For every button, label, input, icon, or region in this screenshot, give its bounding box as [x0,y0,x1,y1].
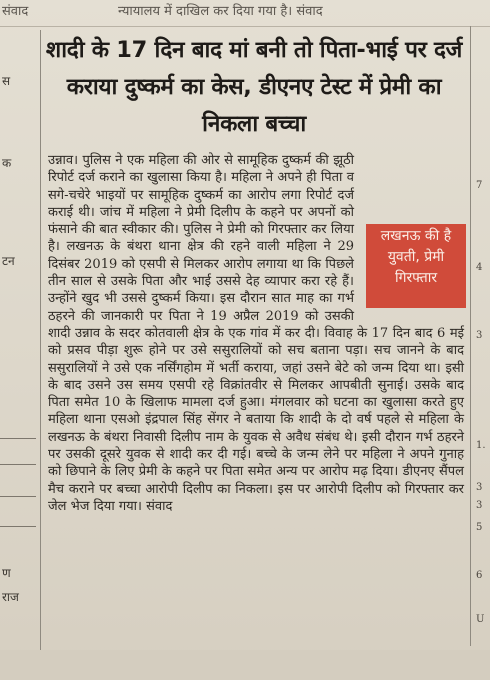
left-column-fragment: ण [2,566,11,580]
highlight-box [366,224,466,308]
right-column-fragment: 7 [476,180,483,191]
highlight-line: युवती, प्रेमी [387,249,445,265]
left-column-rule [0,438,36,439]
right-column-fragment: 1. [476,440,486,451]
column-divider-right [470,26,471,646]
right-column-fragment: 3 [476,500,483,511]
right-column-fragment: 6 [476,570,483,581]
left-column-rule [0,464,36,465]
left-column-rule [0,496,36,497]
left-column-fragment: टन [2,254,15,268]
article-body-text: उन्नाव। पुलिस ने एक महिला की ओर से सामूहिक दुष्कर्म की झूठी रिपोर्ट दर्ज कराने का खुलासा किया है। महिला ने अपने ही पिता व सगे-चचेरे भाइयों पर सामूहिक दुष्कर्म का आरोप लगा रिपोर्ट दर्ज कराई थी। जांच में महिला ने प्रेमी दिलीप के कहने पर अपनों को फंसाने की बात स्वीकार की। पुलिस ने प्रेमी को गिरफ्तार कर लिया है। लखनऊ के बंथरा थाना क्षेत्र की रहने वाली महिला ने 29 दिसंबर 2019 को एसपी से मिलकर आरोप लगाया था कि पिछले तीन साल से उसके पिता और भाई उससे देह व्यापार करा रहे हैं। उन्होंने खुद भी उससे दुष्कर्म किया। इस दौरान सात माह का गर्भ ठहरने की जानकारी पर पिता ने 19 अप्रैल 2019 को उसकी शादी उन्नाव के सदर कोतवाली क्षेत्र के एक गांव में कर दी। विवाह के 17 दिन बाद 6 मई को प्रसव पीड़ा शुरू होने पर उसे ससुरालियों को सच बताना पड़ा। सच जानने के बाद ससुरालियों ने उसे एक नर्सिंगहोम में भर्ती कराया, जहां उसने बेटे को जन्म दिया था। इसी के बाद उसने उस समय एसपी रहे विक्रांतवीर से मिलकर आपबीती सुनाई। उसके बाद पिता समेत 10 के खिलाफ मामला दर्ज हुआ। मंगलवार को घटना का खुलासा करते हुए महिला थाना एसओ इंद्रपाल सिंह सेंगर ने बताया कि शादी के दो वर्ष पहले से महिला के लखनऊ के बंथरा निवासी दिलीप नाम के युवक से अवैध संबंध थे। इसी दौरान गर्भ ठहरने पर उसकी दूसरे युवक से शादी कर दी गई। बच्चे के जन्म लेने पर महिला ने अपने गुनाह को छिपाने के लिए प्रेमी के कहने पर पिता समेत अन्य पर आरोप मढ़ दिया। डीएनए सैंपल मैच कराने पर बच्चा आरोपी दिलीप का निकला। इस पर आरोपी दिलीप को गिरफ्तार कर जेल भेज दिया गया। संवाद [48,153,464,514]
right-column-fragment: U [476,614,485,625]
left-adjacent-column [0,30,40,680]
right-column-fragment: 3 [476,482,483,493]
page-bottom-edge [0,650,490,680]
previous-column-fragment: संवाद [2,4,29,19]
column-divider-left [40,30,41,680]
previous-article-strip [0,0,490,27]
left-column-fragment: राज [2,590,19,604]
right-column-fragment: 5 [476,522,483,533]
right-column-fragment: 4 [476,262,483,273]
right-column-fragment: 3 [476,330,483,341]
previous-article-tail: न्यायालय में दाखिल कर दिया गया है। संवाद [118,4,323,19]
article-headline: शादी के 17 दिन बाद मां बनी तो पिता-भाई पर दर्ज कराया दुष्कर्म का केस, डीएनए टेस्ट में प्रेमी का निकला बच्चा [45,37,463,137]
right-adjacent-column [473,30,490,650]
left-column-rule [0,526,36,527]
left-column-fragment: क [2,156,12,170]
highlight-line: लखनऊ की है [380,228,452,244]
left-column-fragment: स [2,74,11,88]
highlight-line: गिरफ्तार [394,270,438,286]
article-body [48,152,464,515]
